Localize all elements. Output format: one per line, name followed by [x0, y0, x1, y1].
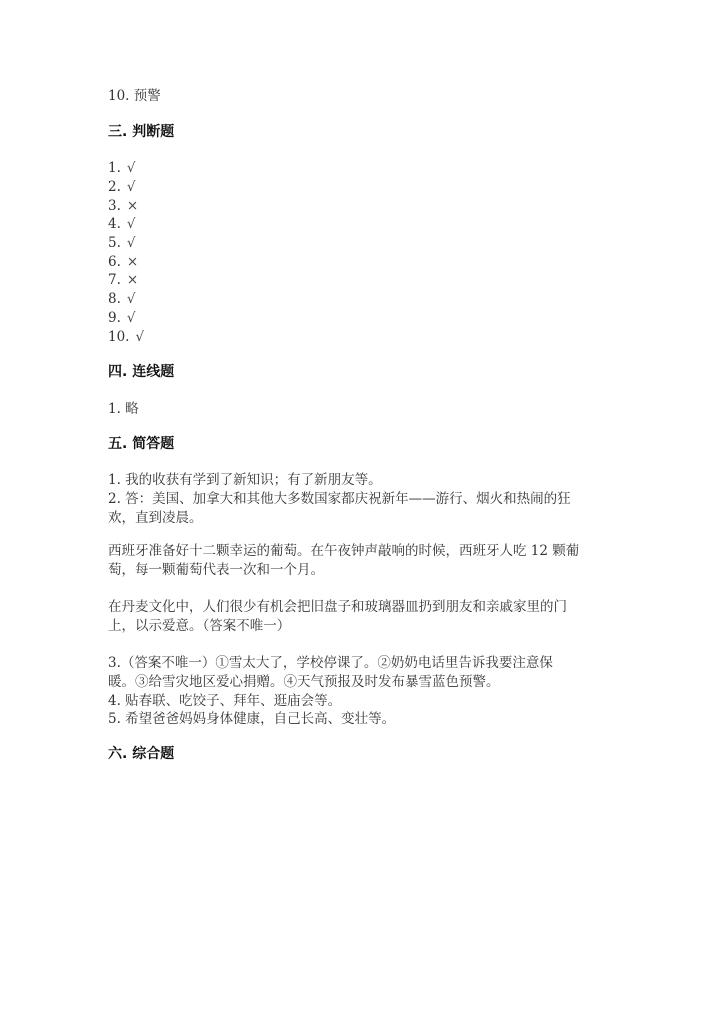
item-number: 1. [108, 160, 121, 176]
item-number: 2. [108, 179, 121, 195]
cross-mark-icon: × [126, 198, 139, 214]
answer-line: 西班牙准备好十二颗幸运的葡萄。在午夜钟声敲响的时候，西班牙人吃 12 颗葡 [108, 543, 580, 559]
answer-line: 1. 我的收获有学到了新知识；有了新朋友等。 [108, 472, 382, 488]
judge-item [108, 253, 138, 272]
cross-mark-icon: × [126, 254, 139, 270]
item-number: 9. [108, 310, 121, 326]
check-mark-icon: √ [126, 310, 136, 326]
judge-item [108, 328, 144, 347]
answer-line: 5. 希望爸爸妈妈身体健康，自己长高、变壮等。 [108, 711, 396, 727]
check-mark-icon: √ [126, 291, 136, 307]
item-number: 6. [108, 254, 121, 270]
matching-answer: 1. 略 [108, 401, 139, 417]
answer-line: 3.（答案不唯一）①雪太大了，学校停课了。②奶奶电话里告诉我要注意保 [108, 655, 553, 671]
answer-line: 上，以示爱意。（答案不唯一） [108, 618, 291, 634]
judge-item [108, 178, 136, 197]
check-mark-icon: √ [126, 179, 136, 195]
prev-answer-item: 10. 预警 [108, 88, 161, 104]
check-mark-icon: √ [126, 160, 136, 176]
check-mark-icon: √ [126, 216, 136, 232]
answer-line: 萄，每一颗葡萄代表一次和一个月。 [108, 562, 324, 578]
section-heading-short-answer: 五. 简答题 [108, 436, 175, 452]
check-mark-icon: √ [126, 235, 136, 251]
judge-item [108, 159, 136, 178]
section-heading-comprehensive: 六. 综合题 [108, 746, 175, 762]
item-number: 3. [108, 198, 121, 214]
judge-item [108, 309, 136, 328]
answer-line: 在丹麦文化中，人们很少有机会把旧盘子和玻璃器皿扔到朋友和亲戚家里的门 [108, 599, 567, 615]
answer-line: 2. 答：美国、加拿大和其他大多数国家都庆祝新年——游行、烟火和热闹的狂 [108, 491, 571, 507]
judge-item [108, 271, 138, 290]
answer-line: 暖。③给雪灾地区爱心捐赠。④天气预报及时发布暴雪蓝色预警。 [108, 674, 500, 690]
answer-line: 欢，直到凌晨。 [108, 510, 203, 526]
judge-item [108, 197, 138, 216]
item-number: 5. [108, 235, 121, 251]
item-number: 7. [108, 272, 121, 288]
item-number: 4. [108, 216, 121, 232]
section-heading-judge: 三. 判断题 [108, 124, 175, 140]
judge-item [108, 234, 136, 253]
item-number: 10. [108, 329, 130, 345]
section-heading-matching: 四. 连线题 [108, 364, 175, 380]
cross-mark-icon: × [126, 272, 139, 288]
judge-item [108, 215, 136, 234]
item-number: 8. [108, 291, 121, 307]
check-mark-icon: √ [135, 329, 145, 345]
answer-line: 4. 贴春联、吃饺子、拜年、逛庙会等。 [108, 693, 342, 709]
judge-item [108, 290, 136, 309]
